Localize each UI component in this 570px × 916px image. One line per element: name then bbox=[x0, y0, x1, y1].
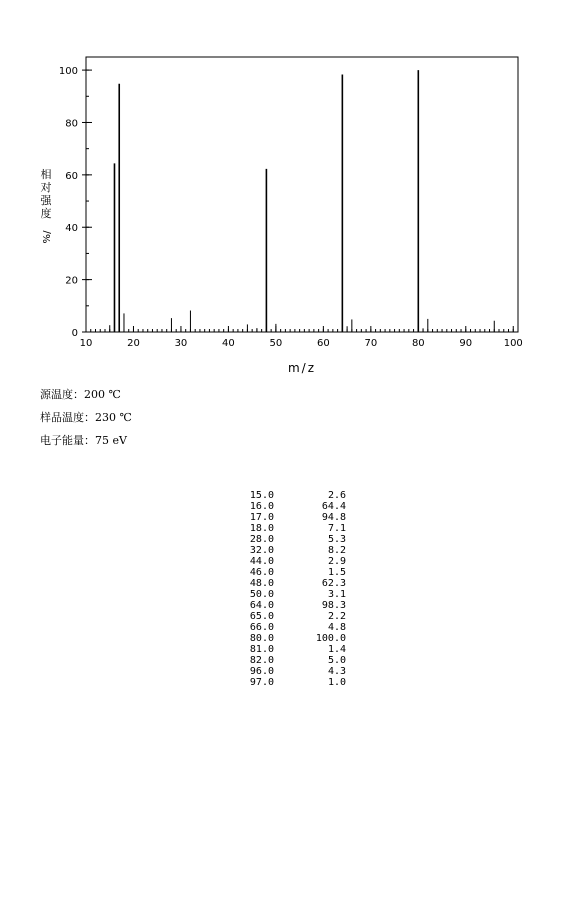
table-row bbox=[238, 655, 346, 666]
x-tick-label: 10 bbox=[79, 338, 93, 349]
table-row bbox=[238, 666, 346, 677]
table-row bbox=[238, 534, 346, 545]
peak-intensity: 64.4 bbox=[321, 501, 346, 512]
table-row bbox=[238, 567, 346, 578]
peak-mz: 18.0 bbox=[249, 523, 274, 534]
peak-mz: 16.0 bbox=[249, 501, 274, 512]
table-row bbox=[238, 545, 346, 556]
x-tick-label: 90 bbox=[459, 338, 473, 349]
peak-intensity: 3.1 bbox=[327, 589, 346, 600]
x-axis-label: m/z bbox=[287, 361, 317, 375]
peak-mz: 32.0 bbox=[249, 545, 274, 556]
table-row bbox=[238, 633, 346, 644]
table-row bbox=[238, 578, 346, 589]
peak-mz: 65.0 bbox=[249, 611, 274, 622]
peak-mz: 80.0 bbox=[249, 633, 274, 644]
y-tick-label: 80 bbox=[65, 118, 78, 130]
x-tick-label: 80 bbox=[411, 338, 425, 349]
y-axis bbox=[59, 66, 92, 339]
peak-mz: 44.0 bbox=[249, 556, 274, 567]
plot-frame bbox=[86, 57, 518, 332]
peak-intensity: 100.0 bbox=[315, 633, 346, 644]
table-row bbox=[238, 523, 346, 534]
peak-intensity: 2.2 bbox=[327, 611, 346, 622]
y-tick-label: 0 bbox=[71, 328, 78, 339]
peak-mz: 50.0 bbox=[249, 589, 274, 600]
table-row bbox=[238, 501, 346, 512]
x-tick-label: 60 bbox=[316, 338, 330, 349]
table-row bbox=[238, 677, 346, 688]
x-tick-label: 50 bbox=[269, 338, 283, 349]
sample-temperature: 样品温度：230 ℃ bbox=[40, 411, 132, 424]
y-tick-label: 40 bbox=[65, 223, 78, 235]
y-tick-label: 100 bbox=[58, 66, 78, 78]
table-row bbox=[238, 512, 346, 523]
peak-mz: 81.0 bbox=[249, 644, 274, 655]
peak-intensity: 94.8 bbox=[321, 512, 346, 523]
peak-intensity: 7.1 bbox=[327, 523, 346, 534]
y-tick-label: 20 bbox=[65, 275, 78, 287]
peak-mz: 48.0 bbox=[249, 578, 274, 589]
peak-table bbox=[238, 490, 346, 688]
table-row bbox=[238, 622, 346, 633]
mass-spectrum-chart bbox=[0, 40, 570, 380]
peak-mz: 66.0 bbox=[249, 622, 274, 633]
peak-mz: 64.0 bbox=[249, 600, 274, 611]
spectrum-peaks bbox=[110, 70, 499, 332]
peak-mz: 82.0 bbox=[249, 655, 274, 666]
x-tick-label: 30 bbox=[174, 338, 188, 349]
peak-mz: 15.0 bbox=[249, 490, 274, 501]
x-axis bbox=[80, 326, 523, 349]
peak-mz: 46.0 bbox=[249, 567, 274, 578]
peak-intensity: 8.2 bbox=[327, 545, 346, 556]
y-axis-label-char: 相 bbox=[40, 168, 52, 181]
peak-intensity: 2.9 bbox=[327, 556, 346, 567]
peak-intensity: 1.5 bbox=[327, 567, 346, 578]
source-temperature: 源温度：200 ℃ bbox=[40, 388, 121, 401]
x-tick-label: 40 bbox=[222, 338, 235, 349]
y-axis-label bbox=[41, 167, 54, 243]
y-axis-label-char: 度 bbox=[40, 207, 52, 220]
y-tick-label: 60 bbox=[65, 170, 78, 182]
y-axis-label-char: 对 bbox=[40, 181, 52, 194]
table-row bbox=[238, 589, 346, 600]
x-tick-label: 70 bbox=[364, 338, 378, 349]
peak-intensity: 4.3 bbox=[327, 666, 346, 677]
peak-mz: 97.0 bbox=[249, 677, 274, 688]
x-tick-label: 20 bbox=[127, 338, 140, 349]
table-row bbox=[238, 600, 346, 611]
table-row bbox=[238, 556, 346, 567]
y-axis-label-char: 强 bbox=[40, 194, 52, 207]
peak-intensity: 98.3 bbox=[321, 600, 346, 611]
peak-intensity: 5.0 bbox=[327, 655, 346, 666]
table-row bbox=[238, 611, 346, 622]
peak-intensity: 62.3 bbox=[321, 578, 346, 589]
table-row bbox=[238, 490, 346, 501]
y-axis-label-unit: %/ bbox=[42, 230, 53, 244]
peak-intensity: 2.6 bbox=[327, 490, 346, 501]
peak-intensity: 4.8 bbox=[327, 622, 346, 633]
table-row bbox=[238, 644, 346, 655]
electron-energy: 电子能量：75 eV bbox=[40, 434, 127, 447]
peak-intensity: 1.4 bbox=[327, 644, 346, 655]
peak-intensity: 1.0 bbox=[327, 677, 346, 688]
x-tick-label: 100 bbox=[503, 338, 523, 349]
peak-mz: 28.0 bbox=[249, 534, 274, 545]
peak-mz: 17.0 bbox=[249, 512, 274, 523]
peak-mz: 96.0 bbox=[249, 666, 274, 677]
peak-intensity: 5.3 bbox=[327, 534, 346, 545]
